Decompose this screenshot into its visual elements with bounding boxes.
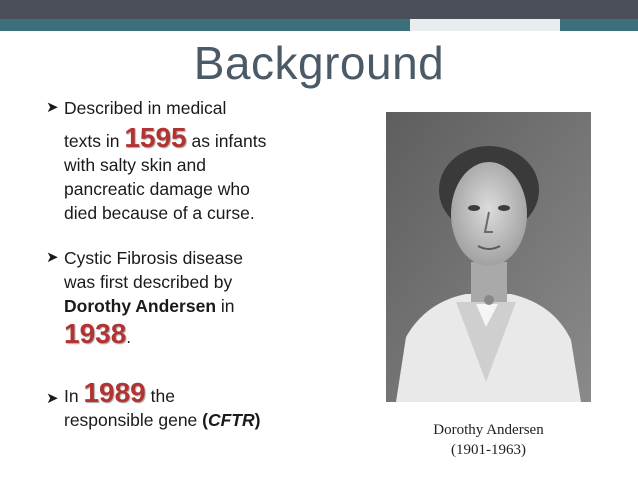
bullet-2-line-3	[64, 294, 346, 318]
bullet-1	[46, 96, 346, 246]
bullet-1-line-5: died because of a curse.	[64, 203, 255, 223]
bullet-1-line-1: Described in medical	[64, 98, 227, 118]
portrait-illustration	[386, 112, 591, 402]
bullet-2-line-1: Cystic Fibrosis disease	[64, 248, 243, 268]
bullet-3-text-pre: In	[64, 386, 84, 406]
slide-title: Background	[193, 37, 445, 89]
gene-paren-open: (	[202, 410, 208, 430]
bullet-2-period: .	[126, 327, 132, 347]
arrow-bullet-icon: ➤	[46, 390, 59, 407]
header-accent-end	[560, 19, 638, 31]
header-bar	[0, 0, 638, 19]
bullet-1-text-pre: texts in	[64, 131, 125, 151]
bullet-list	[46, 96, 346, 432]
gene-name: CFTR	[207, 410, 255, 430]
bullet-1-line-2	[64, 122, 346, 153]
arrow-bullet-icon: ➤	[46, 99, 59, 116]
bullet-1-text-post: as infants	[186, 131, 267, 151]
bullet-2	[46, 246, 346, 381]
gene-paren-close: )	[254, 410, 261, 430]
caption-name: Dorothy Andersen	[433, 422, 544, 438]
portrait-photo	[386, 112, 591, 402]
bullet-2-in: in	[216, 296, 235, 316]
bullet-3-line-1	[64, 377, 346, 408]
bullet-1-line-3: with salty skin and	[64, 155, 207, 175]
bullet-2-line-2: was first described by	[64, 272, 233, 292]
year-1595: 1595	[124, 122, 187, 153]
bullet-2-line-4	[64, 318, 346, 349]
bullet-3-text-post: the	[145, 386, 175, 406]
bullet-3-line-2	[64, 408, 346, 432]
year-1938: 1938	[64, 318, 127, 349]
bullet-3-line-2-pre: responsible gene	[64, 410, 203, 430]
scientist-name: Dorothy Andersen	[64, 296, 217, 316]
caption-years: (1901-1963)	[451, 442, 526, 458]
bullet-1-line-4: pancreatic damage who	[64, 179, 250, 199]
bullet-3	[46, 377, 346, 432]
year-1989: 1989	[83, 377, 146, 408]
arrow-bullet-icon: ➤	[46, 249, 59, 266]
photo-caption	[386, 420, 591, 460]
